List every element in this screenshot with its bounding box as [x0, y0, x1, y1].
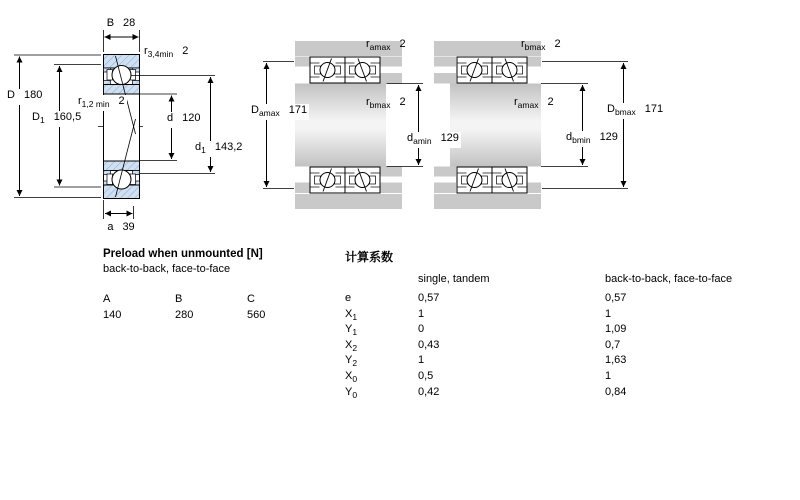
dim-label-a: a 39 [107, 221, 135, 233]
dim-label-r34min: $r_{3,4min}$ 2 [144, 45, 189, 60]
housing-bar [295, 194, 402, 209]
factors-row: $X_0$ 0,5 1 [345, 369, 612, 385]
inner-ring-top [104, 85, 140, 95]
dim-label-d: d 120 [165, 112, 202, 128]
bearing-pair-bottom [457, 167, 527, 193]
dim-label-dbmin: $d_{bmin}$ 129 [566, 131, 618, 146]
dim-label-r12min: $r_{1,2 min}$ 2 [78, 95, 125, 110]
dim-label-Dbmax: $D_{bmax}$ 171 [607, 103, 664, 118]
preload-col-header: B [175, 293, 183, 305]
factors-col2-header: back-to-back, face-to-face [605, 273, 733, 285]
preload-col-header: A [103, 293, 111, 305]
dim-label-D: D 180 [5, 89, 44, 105]
preload-col-header: C [247, 293, 255, 305]
calculation-factors-table [345, 248, 732, 401]
preload-subtitle: back-to-back, face-to-face [103, 263, 231, 275]
dim-label-D1: $D_1$ 160,5 [32, 111, 82, 126]
factors-col1-header: single, tandem [418, 273, 490, 285]
factors-row: $Y_0$ 0,42 0,84 [345, 385, 627, 400]
dim-label-d1: $d_1$ 143,2 [195, 141, 243, 156]
dim-label-damin: $d_{amin}$ 129 [407, 132, 459, 147]
factors-row: $X_1$ 1 1 [345, 307, 612, 322]
preload-value: 140 [103, 309, 122, 321]
factors-row: $Y_2$ 1 1,63 [345, 354, 627, 369]
housing-bar [434, 194, 541, 209]
dim-label-ramax-top: $r_{amax}$ 2 [366, 38, 406, 53]
dim-label-ramax-mid: $r_{amax}$ 2 [514, 96, 554, 111]
bearing-pair-top [310, 57, 380, 83]
bearing-pair-top [457, 57, 527, 83]
factors-header-row [345, 273, 732, 292]
dim-label-B: B 28 [106, 17, 136, 29]
arrangement-drawing-left [263, 41, 423, 209]
dim-label-Damax: $D_{amax}$ 171 [251, 104, 308, 119]
factors-row: $Y_1$ 0 1,09 [345, 323, 627, 338]
bearing-pair-bottom [310, 167, 380, 193]
bearing-diagrams [0, 0, 800, 245]
preload-table [103, 248, 319, 321]
factors-title: 计算系数 [345, 250, 394, 264]
factors-row: $X_2$ 0,43 0,7 [345, 338, 621, 353]
preload-value: 280 [175, 309, 194, 321]
preload-title: Preload when unmounted [N] [103, 248, 263, 260]
arrangement-drawing-right [434, 41, 628, 209]
factors-row: e 0,57 0,57 [345, 292, 627, 304]
dim-label-rbmax-mid: $r_{bmax}$ 2 [366, 96, 406, 111]
ball-top [112, 66, 131, 85]
preload-value: 560 [247, 309, 266, 321]
dim-label-rbmax-top: $r_{bmax}$ 2 [521, 38, 561, 53]
inner-ring-bottom [104, 161, 140, 171]
